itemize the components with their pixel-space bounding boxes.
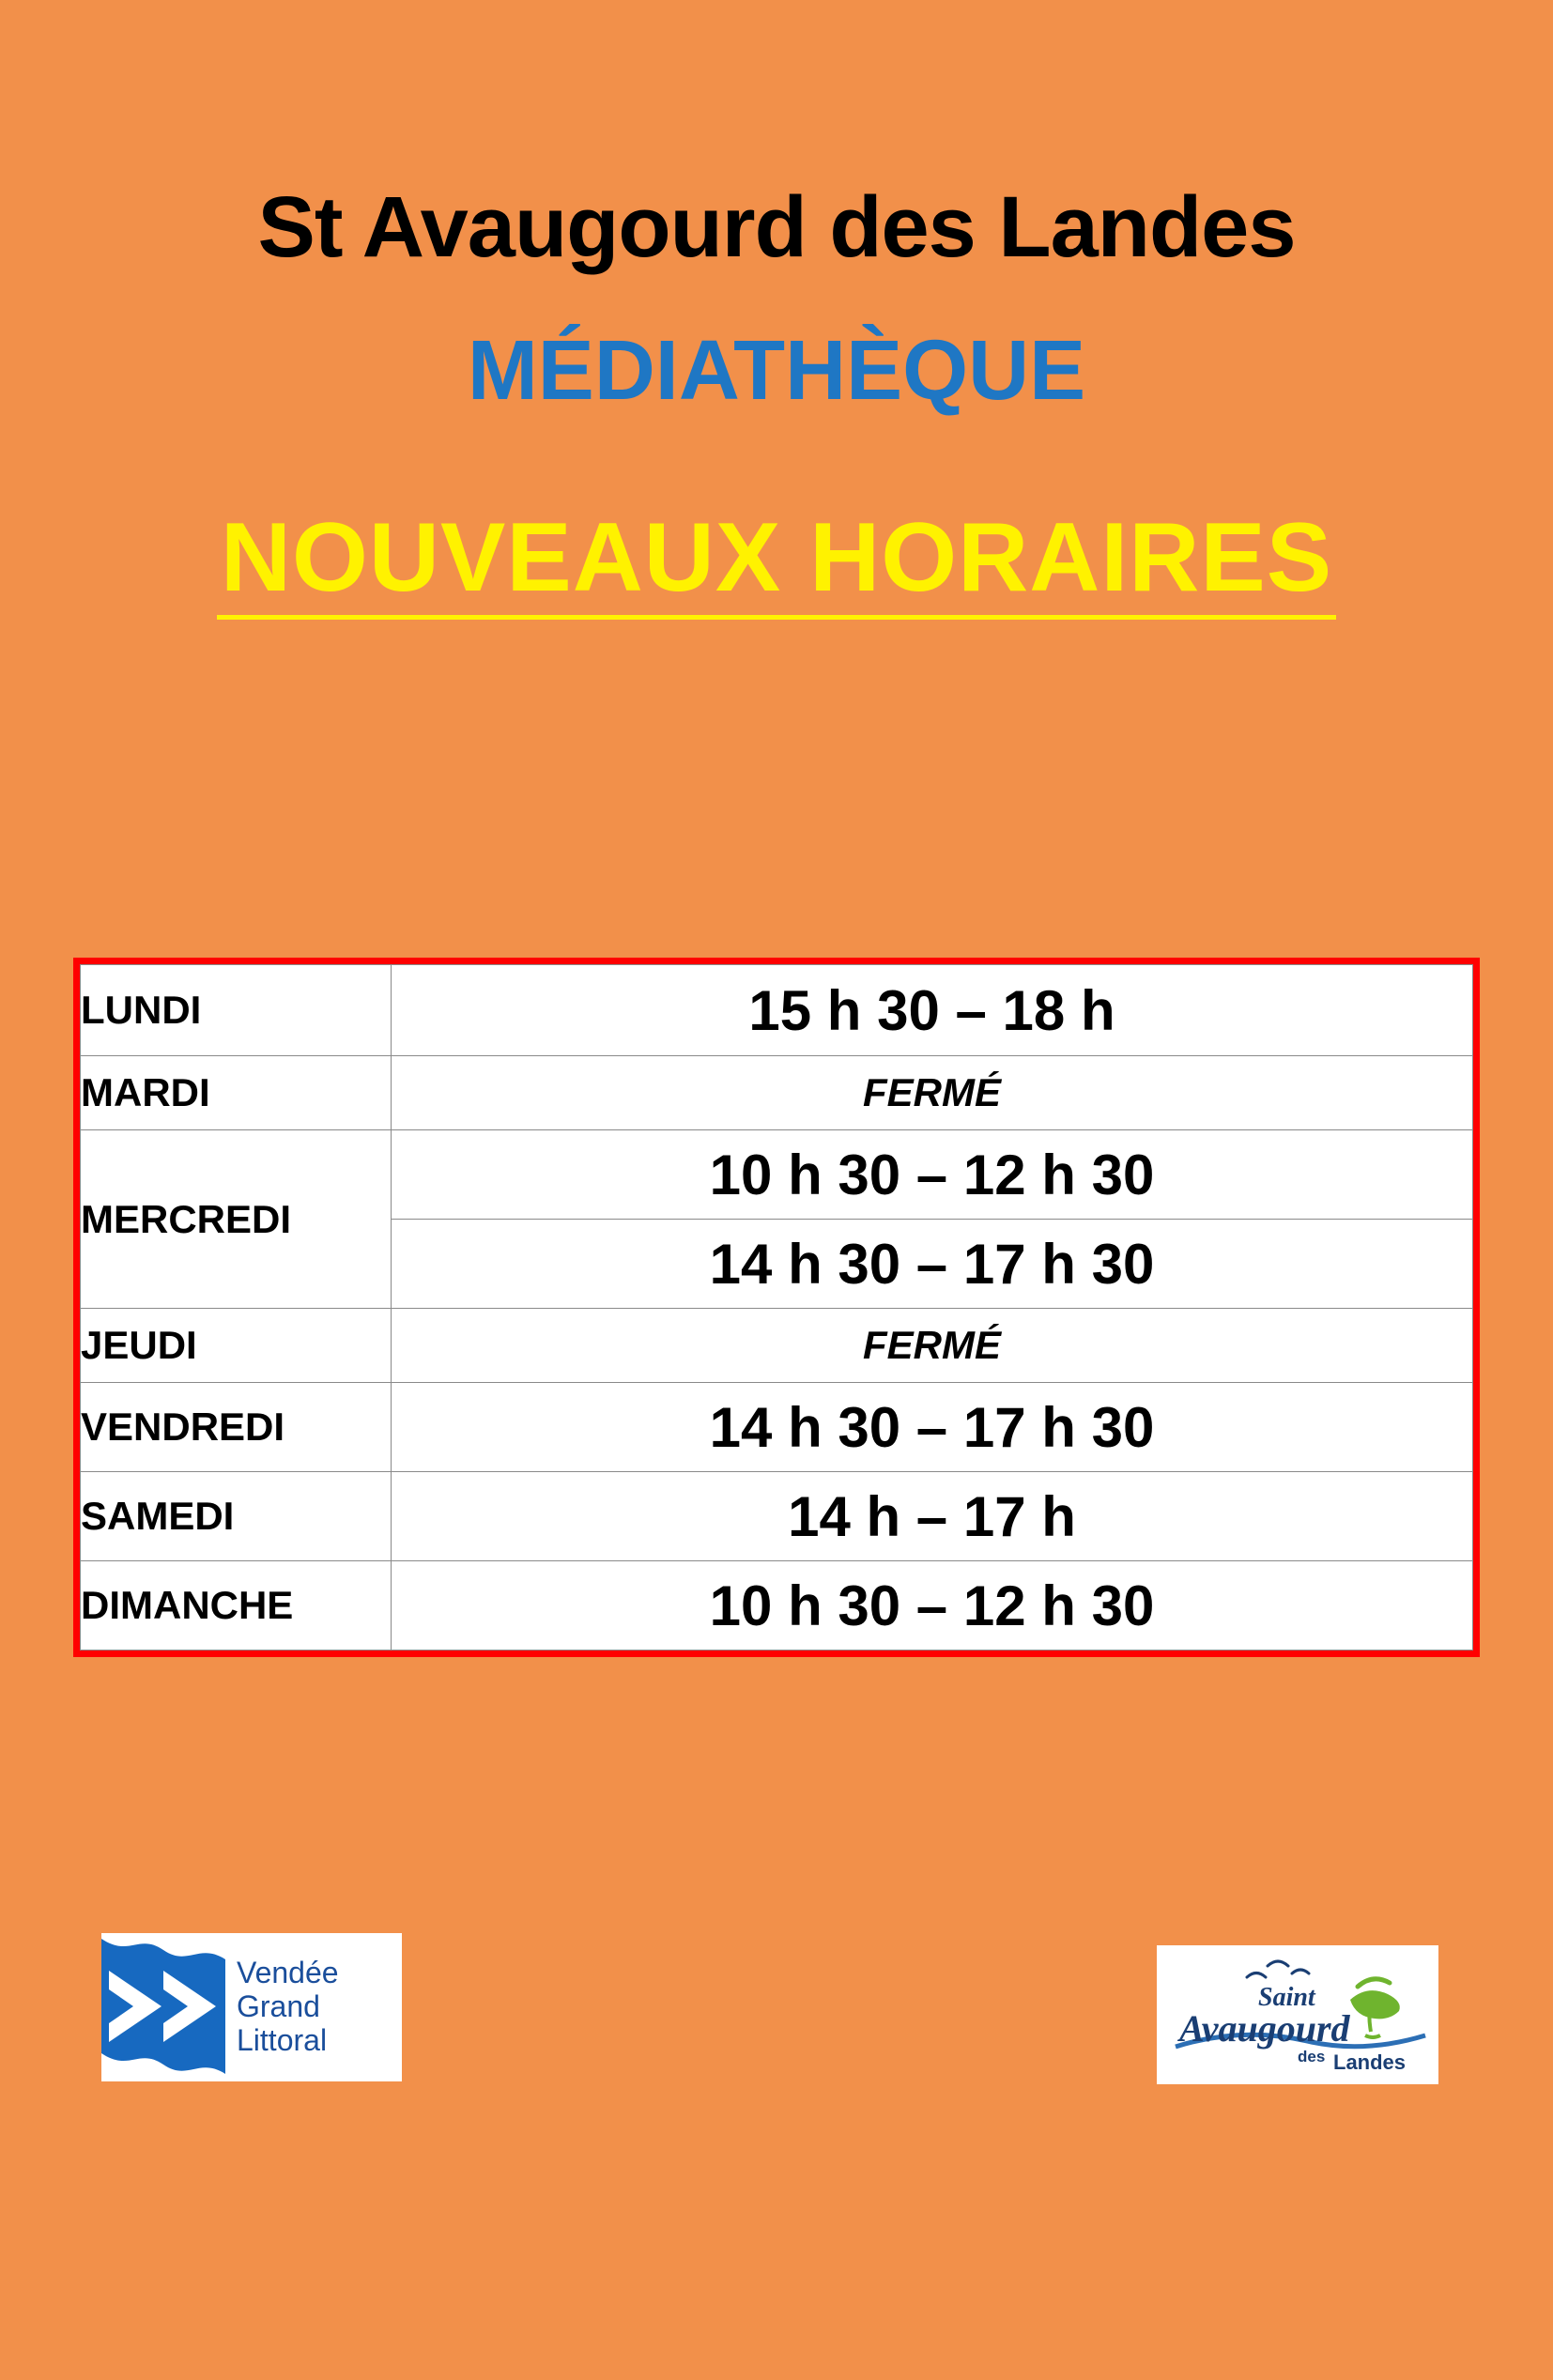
vgl-line-2: Grand: [237, 1989, 320, 2024]
day-label-vendredi: VENDREDI: [81, 1383, 392, 1472]
banner-new-hours: NOUVEAUX HORAIRES: [217, 507, 1336, 620]
table-row: [81, 1130, 1473, 1220]
day-label-samedi: SAMEDI: [81, 1472, 392, 1561]
vgl-line-1: Vendée: [237, 1956, 339, 1990]
table-row: [81, 1309, 1473, 1383]
table-row: [81, 1056, 1473, 1130]
opening-hours-table: [80, 964, 1473, 1651]
banner-container: [0, 503, 1553, 620]
hours-mercredi-morning: 10 h 30 – 12 h 30: [392, 1130, 1473, 1220]
vgl-line-3: Littoral: [237, 2022, 328, 2057]
table-row: [81, 1561, 1473, 1651]
hours-vendredi: 14 h 30 – 17 h 30: [392, 1383, 1473, 1472]
saint-avaugourd-des-landes-logo: [1157, 1945, 1438, 2084]
day-label-dimanche: DIMANCHE: [81, 1561, 392, 1651]
hours-jeudi: FERMÉ: [392, 1309, 1473, 1383]
page-title-commune: St Avaugourd des Landes: [257, 179, 1296, 275]
page-title-mediatheque: MÉDIATHÈQUE: [467, 324, 1086, 418]
sa-line-3: des: [1298, 2048, 1326, 2065]
vgl-wordmark: [225, 1957, 339, 2057]
day-label-lundi: LUNDI: [81, 965, 392, 1056]
hours-dimanche: 10 h 30 – 12 h 30: [392, 1561, 1473, 1651]
hours-lundi: 15 h 30 – 18 h: [392, 965, 1473, 1056]
day-label-mardi: MARDI: [81, 1056, 392, 1130]
table-row: [81, 1383, 1473, 1472]
sa-line-1: Saint: [1258, 1983, 1315, 2012]
opening-hours-table-container: [73, 958, 1480, 1657]
vendee-grand-littoral-logo: [101, 1933, 402, 2081]
hours-mardi: FERMÉ: [392, 1056, 1473, 1130]
poster-root: [0, 179, 1553, 2380]
day-label-jeudi: JEUDI: [81, 1309, 392, 1383]
vgl-wave-mark-icon: [101, 1933, 225, 2081]
hours-mercredi-afternoon: 14 h 30 – 17 h 30: [392, 1220, 1473, 1309]
table-row: [81, 1472, 1473, 1561]
table-row: [81, 965, 1473, 1056]
sa-line-2: Avaugourd: [1179, 2007, 1350, 2050]
day-label-mercredi: MERCREDI: [81, 1130, 392, 1309]
sa-line-4: Landes: [1333, 2050, 1407, 2074]
hours-samedi: 14 h – 17 h: [392, 1472, 1473, 1561]
